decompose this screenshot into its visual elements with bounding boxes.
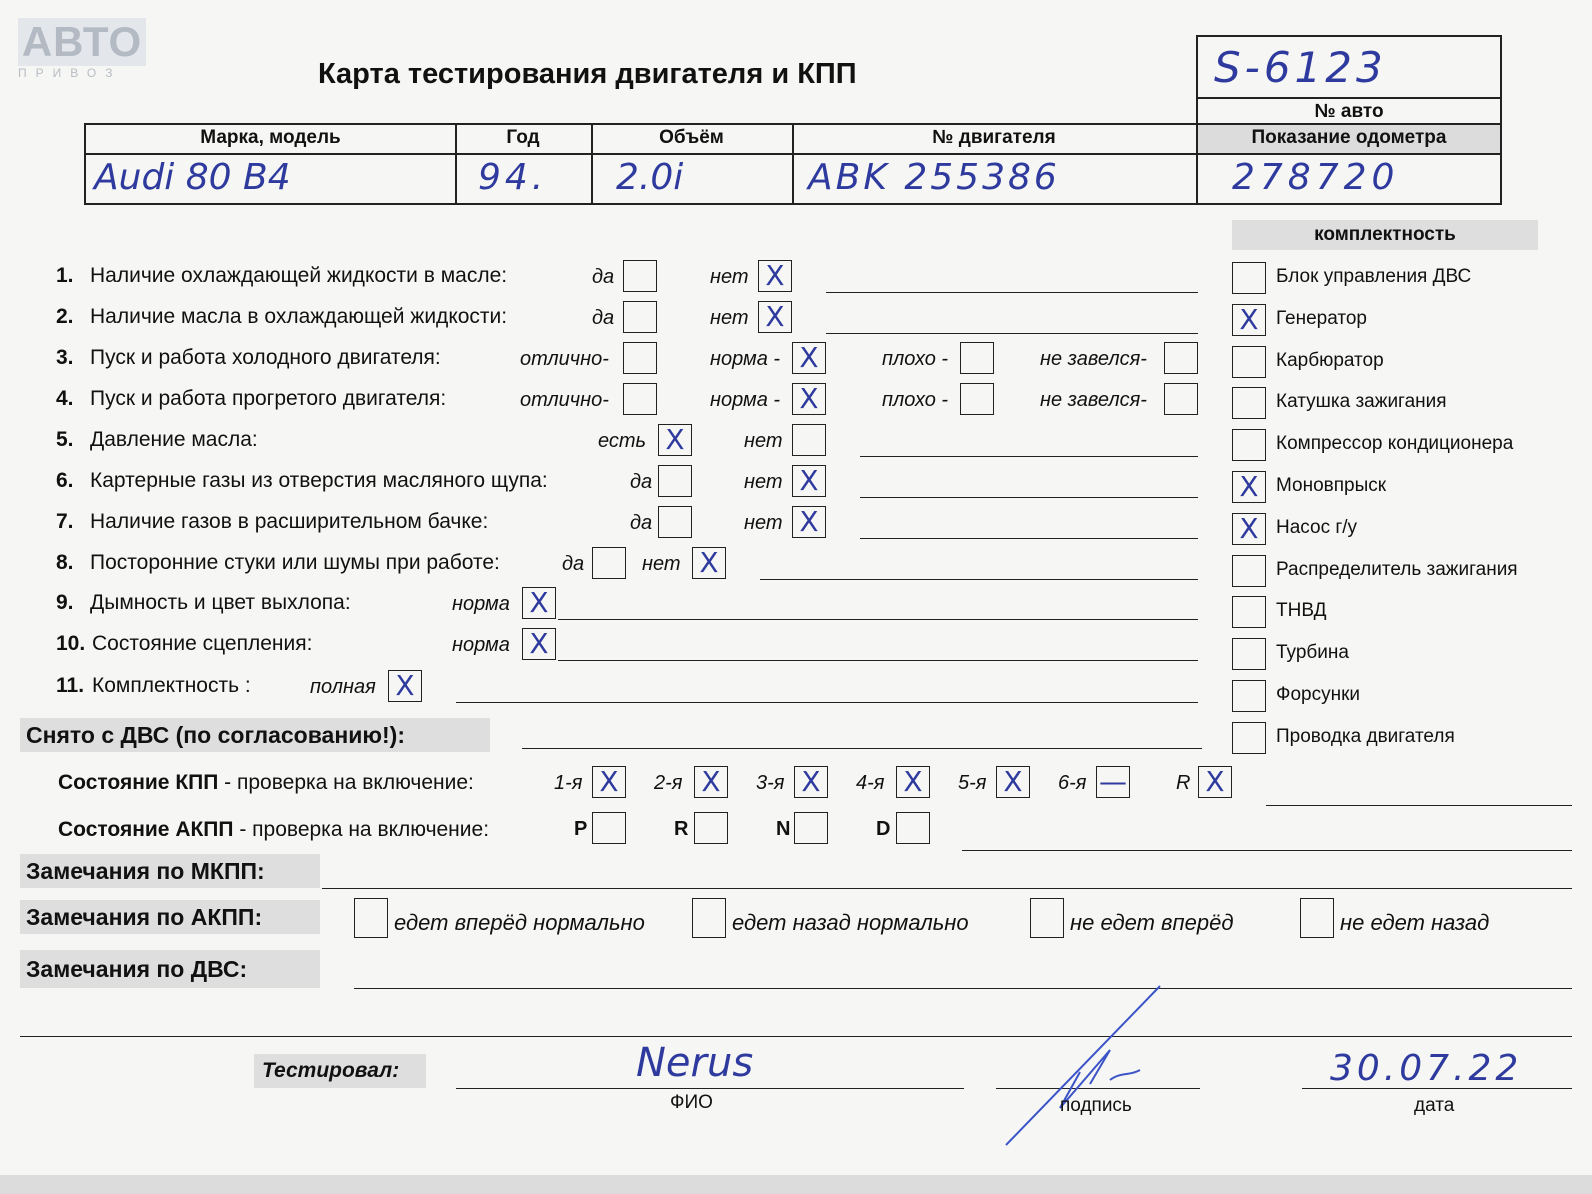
completeness-item-3-checkbox[interactable] [1232, 346, 1266, 378]
question-8-option-2-label: нет [642, 553, 681, 575]
remarks-akpp-label: Замечания по АКПП: [26, 904, 263, 930]
question-3-option-3-checkbox-mark [961, 343, 993, 373]
question-1-option-1-checkbox[interactable] [623, 260, 657, 292]
question-4-text: Пуск и работа прогретого двигателя: [90, 387, 447, 410]
akpp-position-2-label: R [674, 818, 689, 840]
question-3-option-3-checkbox[interactable] [960, 342, 994, 374]
removed-line [522, 748, 1202, 749]
remarks-dvs-label: Замечания по ДВС: [26, 956, 248, 982]
question-6-option-1-label: да [630, 471, 653, 493]
question-4-option-4-checkbox[interactable] [1164, 383, 1198, 415]
question-1-option-1-checkbox-mark [624, 261, 656, 291]
completeness-item-3-label: Карбюратор [1276, 349, 1384, 371]
car-number-box [1196, 35, 1502, 125]
question-3-option-3-label: плохо - [882, 348, 949, 370]
question-1-notes-line [826, 292, 1198, 293]
question-10-number: 10. [56, 632, 86, 655]
akpp-remark-1-checkbox-mark [355, 899, 387, 937]
question-6-number: 6. [56, 469, 74, 492]
kpp-gear-1-label: 1-я [554, 772, 583, 794]
kpp-gear-6-label: 6-я [1058, 772, 1087, 794]
akpp-remark-2-label: едет назад нормально [732, 910, 969, 935]
question-2-option-2-checkbox-mark: X [765, 300, 785, 333]
question-5-option-1-checkbox[interactable] [658, 424, 692, 456]
question-2-option-2-label: нет [710, 307, 749, 329]
akpp-remark-2-checkbox-mark [693, 899, 725, 937]
question-4-option-3-checkbox-mark [961, 384, 993, 414]
tested-label: Тестировал: [262, 1059, 400, 1082]
question-4-option-1-checkbox[interactable] [623, 383, 657, 415]
completeness-item-7-label: Насос г/у [1276, 516, 1358, 538]
fio-value: Nerus [636, 1040, 754, 1086]
question-6-option-2-checkbox-mark: X [799, 464, 819, 497]
akpp-position-3-checkbox[interactable] [794, 812, 828, 844]
question-4-number: 4. [56, 387, 74, 410]
akpp-position-3-label: N [776, 818, 791, 840]
completeness-item-12-label: Проводка двигателя [1276, 725, 1455, 747]
completeness-item-7-checkbox[interactable] [1232, 513, 1266, 545]
akpp-position-2-checkbox-mark [695, 813, 727, 843]
car-number-label: № авто [1314, 101, 1384, 122]
logo: АВТО [18, 18, 146, 66]
completeness-item-12-checkbox-mark [1233, 723, 1265, 753]
question-8-text: Посторонние стуки или шумы при работе: [90, 551, 500, 574]
question-2-text: Наличие масла в охлаждающей жидкости: [90, 305, 508, 328]
question-1-option-2-checkbox[interactable] [758, 260, 792, 292]
question-4-option-2-checkbox-mark: X [799, 382, 819, 415]
akpp-remark-4-checkbox-mark [1301, 899, 1333, 937]
question-6-option-2-label: нет [744, 471, 783, 493]
question-4-option-4-label: не завелся- [1040, 389, 1147, 411]
question-3-option-1-label: отлично- [520, 348, 609, 370]
completeness-item-8-checkbox-mark [1233, 556, 1265, 586]
question-4-option-3-checkbox[interactable] [960, 383, 994, 415]
kpp-gear-2-label: 2-я [654, 772, 683, 794]
kpp-gear-4-checkbox[interactable] [896, 766, 930, 798]
question-6-option-2-checkbox[interactable] [792, 465, 826, 497]
kpp-label: Состояние КПП - проверка на включение: [58, 771, 474, 794]
question-10-option-1-label: норма [452, 634, 510, 656]
question-11-option-1-label: полная [310, 676, 376, 698]
question-5-option-2-label: нет [744, 430, 783, 452]
akpp-line [962, 850, 1572, 851]
akpp-remark-2-checkbox[interactable] [692, 898, 726, 938]
question-7-option-2-label: нет [744, 512, 783, 534]
question-2-option-2-checkbox[interactable] [758, 301, 792, 333]
removed-label: Снято с ДВС (по согласованию!): [26, 722, 405, 748]
akpp-remark-3-label: не едет вперёд [1070, 910, 1234, 935]
vehicle-header-table [84, 123, 1502, 205]
kpp-gear-3-checkbox[interactable] [794, 766, 828, 798]
question-10-text: Состояние сцепления: [92, 632, 313, 655]
akpp-remark-3-checkbox[interactable] [1030, 898, 1064, 938]
completeness-item-6-checkbox-mark: X [1239, 470, 1259, 503]
value-odometer: 278720 [1232, 157, 1400, 198]
kpp-gear-5-label: 5-я [958, 772, 987, 794]
akpp-position-1-label: P [574, 818, 588, 840]
completeness-item-4-checkbox-mark [1233, 388, 1265, 418]
akpp-position-3-checkbox-mark [795, 813, 827, 843]
remarks-mkpp-line [322, 888, 1572, 889]
question-6-text: Картерные газы из отверстия масляного щупа: [90, 469, 548, 492]
question-9-option-1-checkbox-mark: X [529, 586, 549, 619]
kpp-gear-5-checkbox[interactable] [996, 766, 1030, 798]
akpp-remark-1-label: едет вперёд нормально [394, 910, 645, 935]
akpp-position-4-label: D [876, 818, 891, 840]
kpp-gear-4-checkbox-mark: X [903, 765, 923, 798]
akpp-remark-3-checkbox-mark [1031, 899, 1063, 937]
completeness-item-12-checkbox[interactable] [1232, 722, 1266, 754]
completeness-item-2-label: Генератор [1276, 307, 1367, 329]
question-9-number: 9. [56, 591, 74, 614]
completeness-item-2-checkbox[interactable] [1232, 304, 1266, 336]
kpp-gear-1-checkbox-mark: X [599, 765, 619, 798]
question-5-text: Давление масла: [90, 428, 258, 451]
akpp-remark-4-label: не едет назад [1340, 910, 1490, 935]
question-1-option-1-label: да [592, 266, 615, 288]
akpp-position-4-checkbox[interactable] [896, 812, 930, 844]
remarks-extra-line [20, 1036, 1572, 1037]
completeness-item-5-checkbox-mark [1233, 430, 1265, 460]
akpp-position-4-checkbox-mark [897, 813, 929, 843]
completeness-item-5-label: Компрессор кондиционера [1276, 433, 1514, 455]
question-2-option-1-checkbox[interactable] [623, 301, 657, 333]
question-2-number: 2. [56, 305, 74, 328]
question-7-option-1-checkbox[interactable] [658, 506, 692, 538]
akpp-position-1-checkbox-mark [593, 813, 625, 843]
odometer-label: Показание одометра [1251, 127, 1447, 148]
completeness-item-5-checkbox[interactable] [1232, 429, 1266, 461]
question-8-notes-line [760, 579, 1198, 580]
completeness-item-6-label: Моновпрыск [1276, 475, 1387, 496]
question-3-option-1-checkbox[interactable] [623, 342, 657, 374]
question-3-option-2-checkbox-mark: X [799, 341, 819, 374]
fio-caption: ФИО [670, 1092, 713, 1113]
question-10-option-1-checkbox[interactable] [522, 628, 556, 660]
completeness-item-9-label: ТНВД [1276, 600, 1327, 622]
question-7-notes-line [860, 538, 1198, 539]
kpp-gear-3-checkbox-mark: X [801, 765, 821, 798]
sign-caption: подпись [1060, 1095, 1132, 1116]
page-title: Карта тестирования двигателя и КПП [318, 58, 857, 90]
completeness-item-10-checkbox-mark [1233, 639, 1265, 669]
question-3-number: 3. [56, 346, 74, 369]
date-value: 30.07.22 [1330, 1048, 1523, 1089]
question-8-number: 8. [56, 551, 74, 574]
completeness-title: комплектность [1314, 224, 1456, 245]
question-3-option-2-checkbox[interactable] [792, 342, 826, 374]
question-8-option-1-checkbox-mark [593, 548, 625, 578]
kpp-gear-7-checkbox[interactable] [1198, 766, 1232, 798]
question-11-notes-line [456, 702, 1198, 703]
completeness-item-11-label: Форсунки [1276, 684, 1360, 705]
date-caption: дата [1414, 1095, 1455, 1116]
value-volume: 2.0i [616, 157, 684, 198]
kpp-gear-1-checkbox[interactable] [592, 766, 626, 798]
akpp-position-2-checkbox[interactable] [694, 812, 728, 844]
question-10-notes-line [558, 660, 1198, 661]
column-engine-no: № двигателя [932, 127, 1056, 148]
completeness-item-9-checkbox-mark [1233, 597, 1265, 627]
completeness-item-7-checkbox-mark: X [1239, 511, 1259, 545]
value-year: 94. [478, 157, 548, 198]
question-8-option-1-checkbox[interactable] [592, 547, 626, 579]
question-1-text: Наличие охлаждающей жидкости в масле: [90, 264, 508, 287]
akpp-remark-1-checkbox[interactable] [354, 898, 388, 938]
car-number-value: S-6123 [1214, 43, 1387, 92]
kpp-gear-7-checkbox-mark: X [1205, 765, 1225, 798]
akpp-remark-4-checkbox[interactable] [1300, 898, 1334, 938]
question-5-option-2-checkbox-mark [793, 425, 825, 455]
completeness-item-1-checkbox-mark [1233, 263, 1265, 293]
question-10-option-1-checkbox-mark: X [529, 627, 549, 660]
question-5-notes-line [860, 456, 1198, 457]
car-number-label-row [1198, 97, 1500, 125]
akpp-position-1-checkbox[interactable] [592, 812, 626, 844]
kpp-gear-4-label: 4-я [856, 772, 885, 794]
completeness-item-3-checkbox-mark [1233, 347, 1265, 377]
kpp-gear-6-checkbox[interactable] [1096, 766, 1130, 798]
question-3-option-4-label: не завелся- [1040, 348, 1147, 370]
completeness-item-8-checkbox[interactable] [1232, 555, 1266, 587]
question-7-number: 7. [56, 510, 74, 533]
question-3-option-4-checkbox-mark [1165, 343, 1197, 373]
completeness-item-2-checkbox-mark: X [1239, 302, 1259, 336]
question-5-option-2-checkbox[interactable] [792, 424, 826, 456]
question-4-option-2-checkbox[interactable] [792, 383, 826, 415]
question-1-option-2-checkbox-mark: X [765, 259, 785, 292]
signature-image [990, 980, 1190, 1150]
question-6-option-1-checkbox[interactable] [658, 465, 692, 497]
column-year: Год [506, 127, 540, 148]
completeness-item-1-checkbox[interactable] [1232, 262, 1266, 294]
question-4-option-1-label: отлично- [520, 389, 609, 411]
question-5-option-1-label: есть [598, 430, 647, 452]
question-3-option-4-checkbox[interactable] [1164, 342, 1198, 374]
completeness-item-8-label: Распределитель зажигания [1276, 558, 1518, 580]
question-4-option-1-checkbox-mark [624, 384, 656, 414]
question-1-option-2-label: нет [710, 266, 749, 288]
question-7-option-2-checkbox[interactable] [792, 506, 826, 538]
question-2-notes-line [826, 333, 1198, 334]
question-11-number: 11. [56, 674, 85, 697]
question-2-option-1-checkbox-mark [624, 302, 656, 332]
question-4-option-4-checkbox-mark [1165, 384, 1197, 414]
question-9-notes-line [558, 619, 1198, 620]
completeness-item-10-checkbox[interactable] [1232, 638, 1266, 670]
question-7-option-2-checkbox-mark: X [799, 505, 819, 538]
question-6-notes-line [860, 497, 1198, 498]
question-2-option-1-label: да [592, 307, 615, 329]
value-engine-no: ABK 255386 [808, 157, 1060, 198]
question-4-option-2-label: норма - [710, 389, 781, 411]
completeness-item-4-checkbox[interactable] [1232, 387, 1266, 419]
question-8-option-2-checkbox[interactable] [692, 547, 726, 579]
question-7-option-1-checkbox-mark [659, 507, 691, 537]
completeness-item-6-checkbox[interactable] [1232, 471, 1266, 503]
question-5-option-1-checkbox-mark: X [665, 423, 685, 456]
question-8-option-2-checkbox-mark: X [699, 546, 719, 579]
kpp-line [1266, 805, 1572, 806]
question-9-option-1-label: норма [452, 593, 510, 615]
remarks-dvs-line [354, 988, 1572, 989]
logo-subtitle: ПРИВОЗ [18, 66, 122, 80]
column-make-model: Марка, модель [200, 127, 341, 148]
question-11-option-1-checkbox-mark: X [395, 669, 415, 702]
question-1-number: 1. [56, 264, 74, 287]
completeness-item-11-checkbox-mark [1233, 681, 1265, 711]
column-volume: Объём [659, 127, 724, 148]
question-3-option-1-checkbox-mark [624, 343, 656, 373]
value-make-model: Audi 80 B4 [94, 157, 291, 198]
question-9-text: Дымность и цвет выхлопа: [90, 591, 351, 614]
kpp-gear-5-checkbox-mark: X [1003, 765, 1023, 798]
question-6-option-1-checkbox-mark [659, 466, 691, 496]
fio-line [456, 1088, 964, 1089]
completeness-item-9-checkbox[interactable] [1232, 596, 1266, 628]
question-7-option-1-label: да [630, 512, 653, 534]
kpp-gear-7-label: R [1176, 772, 1191, 794]
kpp-gear-2-checkbox[interactable] [694, 766, 728, 798]
akpp-label: Состояние АКПП - проверка на включение: [58, 818, 490, 841]
question-4-option-3-label: плохо - [882, 389, 949, 411]
question-5-number: 5. [56, 428, 74, 451]
completeness-item-1-label: Блок управления ДВС [1276, 266, 1472, 287]
completeness-item-4-label: Катушка зажигания [1276, 391, 1447, 413]
kpp-gear-6-checkbox-mark: — [1099, 765, 1127, 798]
question-8-option-1-label: да [562, 553, 585, 575]
question-3-option-2-label: норма - [710, 348, 781, 370]
question-7-text: Наличие газов в расширительном бачке: [90, 510, 489, 533]
completeness-item-10-label: Турбина [1276, 642, 1349, 664]
kpp-gear-2-checkbox-mark: X [701, 765, 721, 798]
question-9-option-1-checkbox[interactable] [522, 587, 556, 619]
question-11-option-1-checkbox[interactable] [388, 670, 422, 702]
kpp-gear-3-label: 3-я [756, 772, 785, 794]
question-3-text: Пуск и работа холодного двигателя: [90, 346, 441, 369]
completeness-item-11-checkbox[interactable] [1232, 680, 1266, 712]
remarks-mkpp-label: Замечания по МКПП: [26, 858, 265, 884]
question-11-text: Комплектность : [92, 674, 251, 697]
